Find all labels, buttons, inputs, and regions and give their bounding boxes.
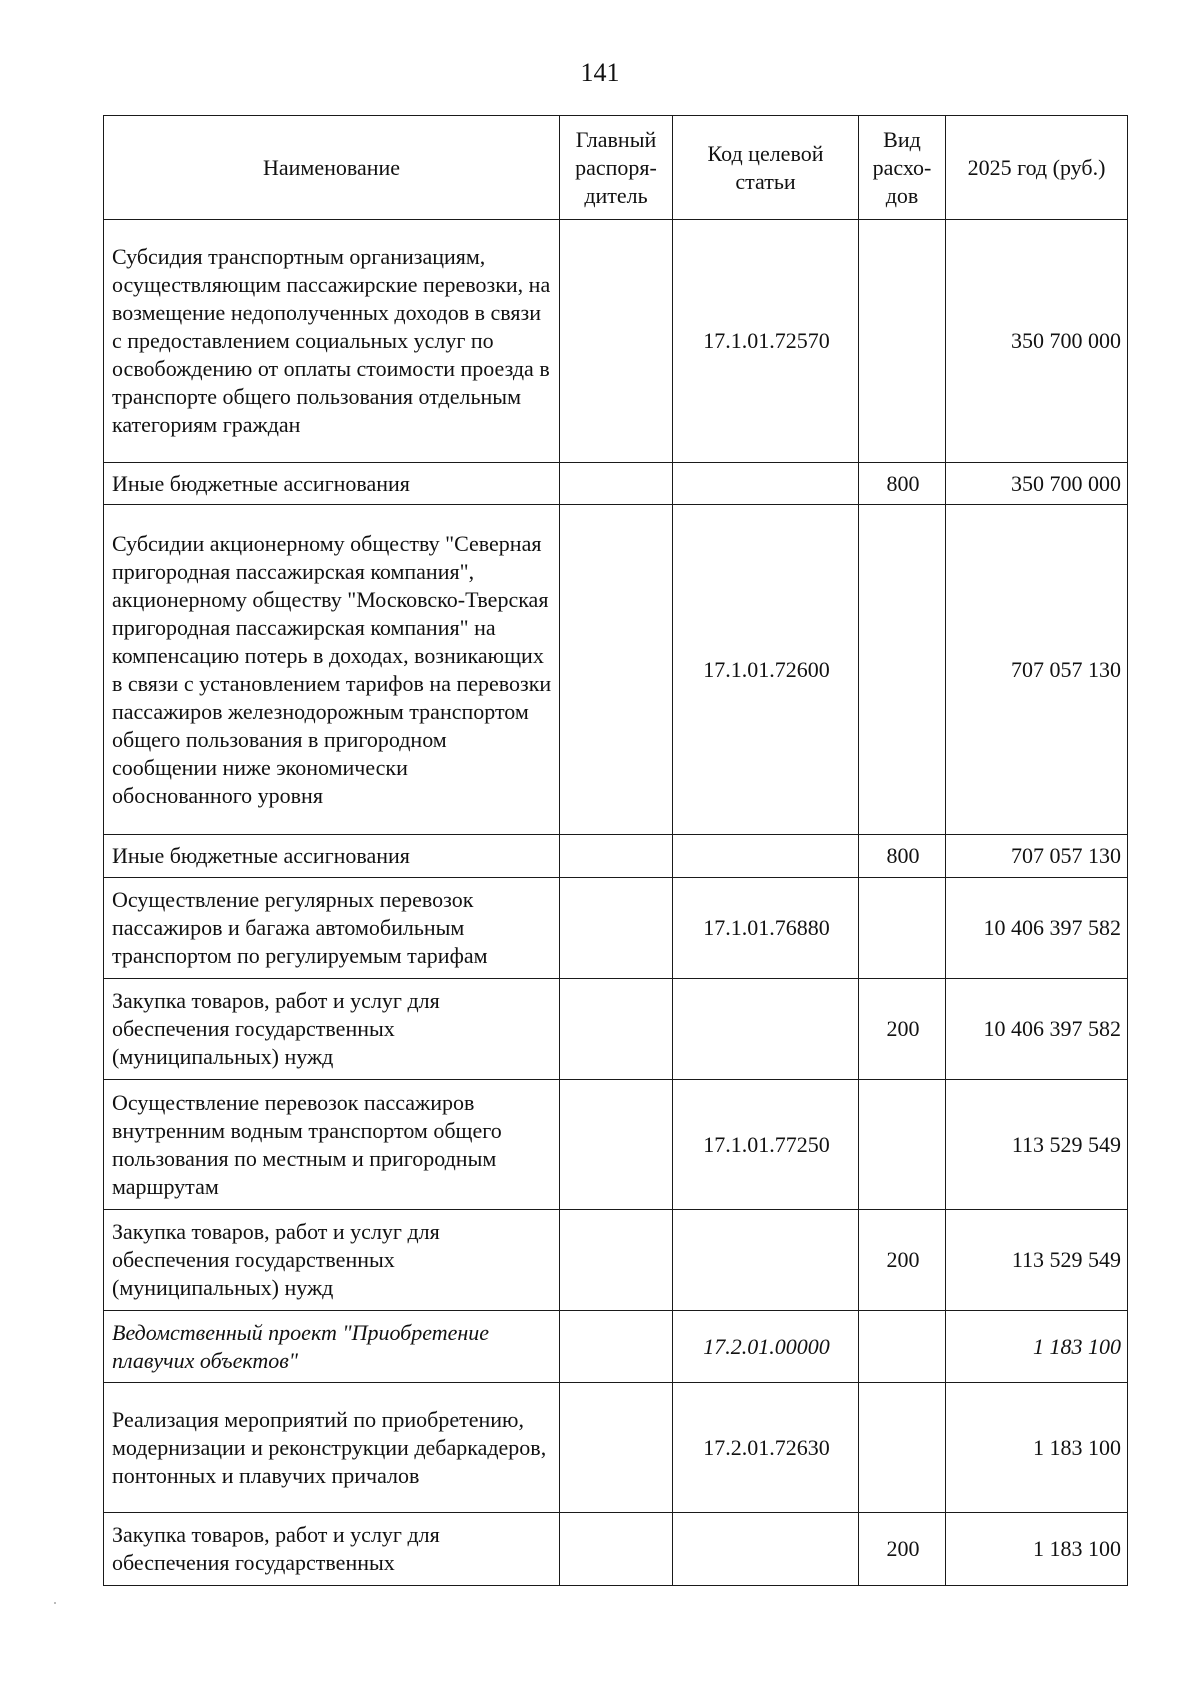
table-row — [104, 463, 1128, 505]
row-manager — [560, 463, 673, 505]
row-manager — [560, 1513, 673, 1586]
row-sum: 1 183 100 — [946, 1311, 1128, 1383]
table-row — [104, 220, 1128, 463]
row-name: Закупка товаров, работ и услуг для обеспечения государственных (муниципальных) нужд — [104, 1210, 560, 1311]
row-manager — [560, 979, 673, 1080]
row-manager — [560, 220, 673, 463]
row-manager — [560, 835, 673, 878]
table-row — [104, 505, 1128, 835]
header-kind: Вид расхо-дов — [859, 116, 946, 220]
table-row — [104, 1210, 1128, 1311]
row-code: 17.1.01.77250 — [673, 1080, 859, 1210]
row-kind: 200 — [859, 1210, 946, 1311]
row-sum: 350 700 000 — [946, 463, 1128, 505]
row-name: Ведомственный проект "Приобретение плавучих объектов" — [104, 1311, 560, 1383]
row-name: Реализация мероприятий по приобретению, модернизации и реконструкции дебаркадеров, понтонных и плавучих причалов — [104, 1383, 560, 1513]
scan-artifact — [54, 1602, 56, 1604]
row-code: 17.2.01.72630 — [673, 1383, 859, 1513]
row-kind — [859, 505, 946, 835]
row-sum: 707 057 130 — [946, 835, 1128, 878]
header-name: Наименование — [104, 116, 560, 220]
row-name: Иные бюджетные ассигнования — [104, 463, 560, 505]
row-sum: 113 529 549 — [946, 1080, 1128, 1210]
row-name: Субсидия транспортным организациям, осуществляющим пассажирские перевозки, на возмещение недополученных доходов в связи с предоставлением социальных услуг по освобождению от оплаты стоимости проезда в транспорте общего пользования отдельным категориям граждан — [104, 220, 560, 463]
row-code — [673, 1210, 859, 1311]
row-name: Закупка товаров, работ и услуг для обеспечения государственных (муниципальных) нужд — [104, 979, 560, 1080]
table-row — [104, 878, 1128, 979]
row-manager — [560, 878, 673, 979]
row-code: 17.2.01.00000 — [673, 1311, 859, 1383]
budget-table — [103, 115, 1128, 1586]
row-sum: 10 406 397 582 — [946, 878, 1128, 979]
row-kind — [859, 878, 946, 979]
row-name: Субсидии акционерному обществу "Северная пригородная пассажирская компания", акционерному обществу "Московско-Тверская пригородная пассажирская компания" на компенсацию потерь в доходах, возникающих в связи с установлением тарифов на перевозки пассажиров железнодорожным транспортом общего пользования в пригородном сообщении ниже экономически обоснованного уровня — [104, 505, 560, 835]
row-sum: 707 057 130 — [946, 505, 1128, 835]
row-code — [673, 979, 859, 1080]
row-code — [673, 835, 859, 878]
row-kind — [859, 1383, 946, 1513]
header-code: Код целевой статьи — [673, 116, 859, 220]
table-header-row — [104, 116, 1128, 220]
row-manager — [560, 1210, 673, 1311]
table-row — [104, 1383, 1128, 1513]
table-row — [104, 1311, 1128, 1383]
row-manager — [560, 1311, 673, 1383]
row-code — [673, 463, 859, 505]
row-kind: 800 — [859, 463, 946, 505]
row-sum: 350 700 000 — [946, 220, 1128, 463]
table-row — [104, 1080, 1128, 1210]
row-manager — [560, 1383, 673, 1513]
row-name: Осуществление перевозок пассажиров внутренним водным транспортом общего пользования по местным и пригородным маршрутам — [104, 1080, 560, 1210]
row-kind — [859, 1311, 946, 1383]
row-kind: 200 — [859, 979, 946, 1080]
row-name: Иные бюджетные ассигнования — [104, 835, 560, 878]
row-code: 17.1.01.72600 — [673, 505, 859, 835]
row-kind — [859, 1080, 946, 1210]
row-sum: 113 529 549 — [946, 1210, 1128, 1311]
row-sum: 1 183 100 — [946, 1383, 1128, 1513]
row-sum: 1 183 100 — [946, 1513, 1128, 1586]
page-number: 141 — [580, 58, 620, 87]
header-sum: 2025 год (руб.) — [946, 116, 1128, 220]
row-code — [673, 1513, 859, 1586]
row-manager — [560, 1080, 673, 1210]
row-sum: 10 406 397 582 — [946, 979, 1128, 1080]
table-row — [104, 835, 1128, 878]
row-name: Закупка товаров, работ и услуг для обеспечения государственных — [104, 1513, 560, 1586]
header-manager: Главный распоря-дитель — [560, 116, 673, 220]
table-row — [104, 979, 1128, 1080]
row-name: Осуществление регулярных перевозок пассажиров и багажа автомобильным транспортом по регулируемым тарифам — [104, 878, 560, 979]
table-row — [104, 1513, 1128, 1586]
row-kind: 800 — [859, 835, 946, 878]
row-code: 17.1.01.72570 — [673, 220, 859, 463]
row-kind: 200 — [859, 1513, 946, 1586]
row-code: 17.1.01.76880 — [673, 878, 859, 979]
row-kind — [859, 220, 946, 463]
row-manager — [560, 505, 673, 835]
